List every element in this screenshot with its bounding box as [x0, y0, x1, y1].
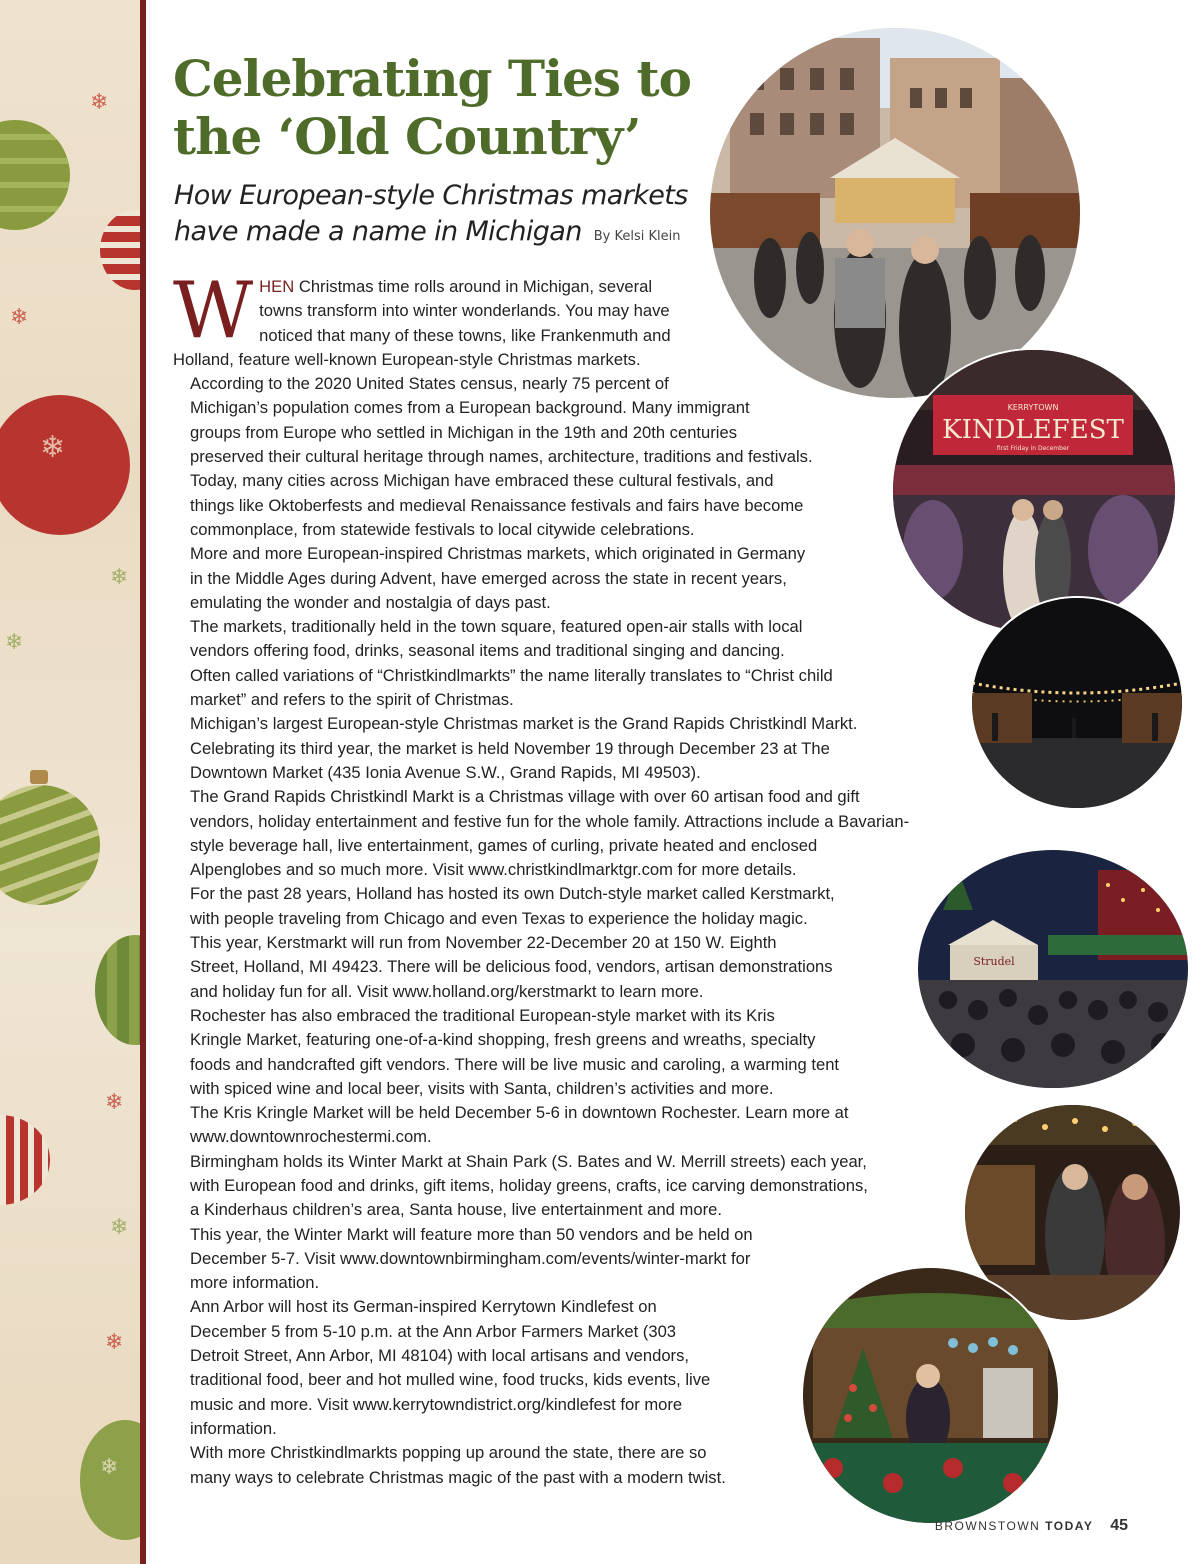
- paragraph-line: This year, Kerstmarkt will run from November 22-December 20 at 150 W. Eighth: [190, 933, 777, 953]
- subtitle-line-2: [174, 214, 734, 255]
- paragraph-line: Michigan’s population comes from a European background. Many immigrant: [190, 398, 750, 418]
- article-paragraph: [173, 1223, 993, 1296]
- paragraph-line: December 5-7. Visit www.downtownbirmingham.com/events/winter-markt for: [190, 1248, 751, 1268]
- paragraph-line: traditional food, beer and hot mulled wine, food trucks, kids events, live: [190, 1370, 711, 1390]
- publication-name-second: TODAY: [1045, 1519, 1094, 1533]
- paragraph-line: many ways to celebrate Christmas magic of the past with a modern twist.: [190, 1467, 726, 1487]
- snowflake-icon: ❄: [110, 565, 129, 590]
- article-paragraph: [173, 1441, 993, 1490]
- paragraph-line: noticed that many of these towns, like Frankenmuth and: [259, 325, 671, 345]
- paragraph-line: emulating the wonder and nostalgia of days past.: [190, 592, 551, 612]
- paragraph-line: with spiced wine and local beer, visits with Santa, children’s activities and more.: [190, 1078, 774, 1098]
- paragraph-line: style beverage hall, live entertainment, games of curling, private heated and enclosed: [190, 835, 818, 855]
- paragraph-line: December 5 from 5-10 p.m. at the Ann Arbor Farmers Market (303: [190, 1321, 677, 1341]
- paragraph-line: [173, 275, 993, 299]
- ornament-green-icon: [0, 120, 70, 230]
- paragraph-line: music and more. Visit www.kerrytowndistrict.org/kindlefest for more: [190, 1394, 683, 1414]
- article-title: [173, 50, 733, 166]
- decorative-ornament-strip: [0, 0, 140, 1564]
- article-paragraph: [173, 882, 993, 931]
- paragraph-line: market” and refers to the spirit of Christmas.: [190, 690, 514, 710]
- paragraph-line: Michigan’s largest European-style Christmas market is the Grand Rapids Christkindl Markt.: [190, 714, 858, 734]
- paragraph-line: Holland, feature well-known European-style Christmas markets.: [173, 349, 641, 369]
- paragraph-line: Celebrating its third year, the market is held November 19 through December 23 at The: [190, 738, 830, 758]
- ornament-green-icon: [95, 935, 140, 1045]
- paragraph-line: Kringle Market, featuring one-of-a-kind shopping, fresh greens and wreaths, specialty: [190, 1030, 816, 1050]
- article-paragraph: [173, 469, 993, 542]
- snowflake-icon: ❄: [5, 630, 24, 655]
- paragraph-line: preserved their cultural heritage through names, architecture, traditions and festivals.: [190, 447, 813, 467]
- article-paragraph: [173, 712, 993, 785]
- ornament-cap-icon: [30, 770, 48, 784]
- article-paragraph: [173, 1004, 993, 1101]
- kindlefest-banner-sub: first Friday in December: [996, 445, 1070, 452]
- publication-name-first: BROWNSTOWN: [934, 1519, 1041, 1533]
- paragraph-line: with people traveling from Chicago and even Texas to experience the holiday magic.: [190, 908, 808, 928]
- paragraph-line: The markets, traditionally held in the town square, featured open-air stalls with local: [190, 617, 803, 637]
- page-footer: [935, 1517, 1128, 1535]
- ornament-green-icon: [80, 1420, 140, 1540]
- article-paragraph: [173, 542, 993, 615]
- paragraph-line-text: Christmas time rolls around in Michigan, several: [298, 277, 653, 296]
- snowflake-icon: ❄: [10, 305, 29, 330]
- snowflake-icon: ❄: [105, 1090, 124, 1115]
- paragraph-line: and holiday fun for all. Visit www.holland.org/kerstmarkt to learn more.: [190, 981, 704, 1001]
- paragraph-line: Today, many cities across Michigan have embraced these cultural festivals, and: [190, 471, 774, 491]
- paragraph-line: With more Christkindlmarkts popping up around the state, there are so: [190, 1443, 707, 1463]
- paragraph-line: www.downtownrochestermi.com.: [190, 1127, 432, 1147]
- paragraph-line: groups from Europe who settled in Michigan in the 19th and 20th centuries: [190, 422, 738, 442]
- subtitle-line-1: How European-style Christmas markets: [174, 180, 688, 211]
- title-line-1: Celebrating Ties to: [173, 49, 691, 108]
- ornament-red-icon: [0, 395, 130, 535]
- paragraph-line: towns transform into winter wonderlands. You may have: [259, 301, 670, 321]
- kindlefest-banner-title: KINDLEFEST: [942, 415, 1124, 445]
- ornament-striped-icon: [100, 210, 140, 290]
- article-paragraph: [173, 372, 993, 469]
- paragraph-line: Alpenglobes and so much more. Visit www.christkindlmarktgr.com for more details.: [190, 860, 797, 880]
- paragraph-line: in the Middle Ages during Advent, have emerged across the state in recent years,: [190, 568, 787, 588]
- article-body: [173, 266, 993, 1490]
- snowflake-icon: ❄: [110, 1215, 129, 1240]
- article-paragraph: [173, 1150, 993, 1223]
- paragraph-line: The Grand Rapids Christkindl Markt is a Christmas village with over 60 artisan food and gift: [190, 787, 860, 807]
- article-paragraph: [173, 1101, 993, 1150]
- article-paragraph: [173, 664, 993, 713]
- ornament-striped-icon: [0, 1115, 50, 1205]
- title-line-2: the ‘Old Country’: [173, 107, 641, 166]
- snowflake-icon: ❄: [100, 1455, 119, 1480]
- paragraph-line: vendors, holiday entertainment and festive fun for the whole family. Attractions include a Bavarian-: [190, 811, 910, 831]
- byline: By Kelsi Klein: [593, 229, 681, 244]
- snowflake-icon: ❄: [40, 430, 66, 465]
- paragraph-line: Downtown Market (435 Ionia Avenue S.W., Grand Rapids, MI 49503).: [190, 762, 701, 782]
- paragraph-line: More and more European-inspired Christmas markets, which originated in Germany: [190, 544, 806, 564]
- paragraph-line: This year, the Winter Markt will feature more than 50 vendors and be held on: [190, 1224, 753, 1244]
- paragraph-line: vendors offering food, drinks, seasonal items and traditional singing and dancing.: [190, 641, 785, 661]
- paragraph-line: Detroit Street, Ann Arbor, MI 48104) with local artisans and vendors,: [190, 1346, 689, 1366]
- paragraph-line: information.: [190, 1418, 277, 1438]
- photo-night-market-street: [972, 598, 1182, 808]
- kindlefest-banner-top: KERRYTOWN: [1007, 403, 1059, 412]
- subtitle-line-2-text: have made a name in Michigan: [174, 216, 582, 247]
- paragraph-line: For the past 28 years, Holland has hosted its own Dutch-style market called Kerstmarkt,: [190, 884, 835, 904]
- paragraph-line: According to the 2020 United States census, nearly 75 percent of: [190, 374, 669, 394]
- snowflake-icon: ❄: [90, 90, 109, 115]
- paragraph-line: Birmingham holds its Winter Markt at Shain Park (S. Bates and W. Merrill streets) each year,: [190, 1151, 867, 1171]
- kerstmarkt-sign: Strudel: [973, 955, 1015, 968]
- paragraph-line: a Kinderhaus children’s area, Santa house, live entertainment and more.: [190, 1200, 722, 1220]
- paragraph-line: Ann Arbor will host its German-inspired Kerrytown Kindlefest on: [190, 1297, 657, 1317]
- paragraph-line: more information.: [190, 1273, 320, 1293]
- article-paragraph: [173, 615, 993, 664]
- article-paragraph: [173, 785, 993, 882]
- paragraph-line: The Kris Kringle Market will be held December 5-6 in downtown Rochester. Learn more at: [190, 1103, 849, 1123]
- page-number: 45: [1110, 1517, 1128, 1534]
- paragraph-line: Often called variations of “Christkindlmarkts” the name literally translates to “Christ child: [190, 665, 833, 685]
- paragraph-line: Street, Holland, MI 49423. There will be delicious food, vendors, artisan demonstrations: [190, 957, 833, 977]
- drop-cap-word-rest: HEN: [259, 277, 295, 296]
- paragraph-line: commonplace, from statewide festivals to local citywide celebrations.: [190, 519, 695, 539]
- paragraph-line: things like Oktoberfests and medieval Renaissance festivals and fairs have become: [190, 495, 804, 515]
- ornament-green-wave-icon: [0, 785, 100, 905]
- strip-border: [140, 0, 146, 1564]
- drop-cap: W: [173, 266, 254, 356]
- snowflake-icon: ❄: [105, 1330, 124, 1355]
- paragraph-line: with European food and drinks, gift items, holiday greens, crafts, ice carving demonstrations,: [190, 1175, 868, 1195]
- article-paragraph: [173, 931, 993, 1004]
- paragraph-line: Rochester has also embraced the traditional European-style market with its Kris: [190, 1005, 775, 1025]
- article-paragraph: [173, 1295, 993, 1441]
- article-paragraph: [173, 266, 993, 372]
- article-subtitle: [174, 178, 734, 255]
- paragraph-line: foods and handcrafted gift vendors. There will be live music and caroling, a warming tent: [190, 1054, 840, 1074]
